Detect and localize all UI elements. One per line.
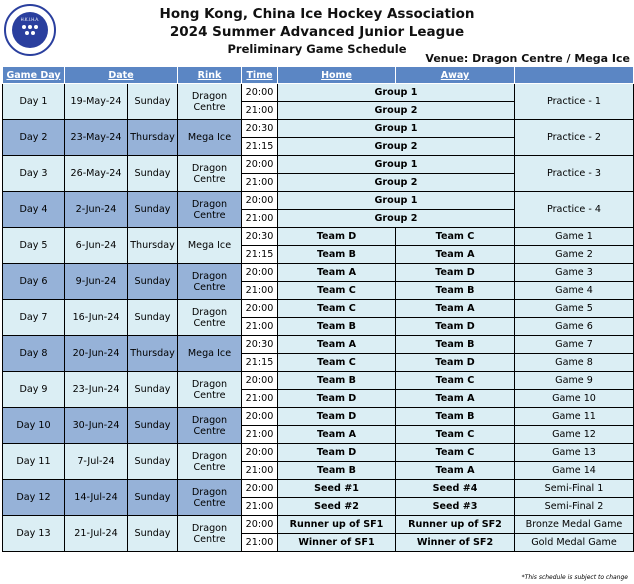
date-cell: 7-Jul-24 <box>65 444 128 480</box>
home-team-cell: Team D <box>278 408 396 426</box>
game-label-cell: Game 12 <box>515 426 634 444</box>
away-team-cell: Winner of SF2 <box>396 534 515 552</box>
league-title: 2024 Summer Advanced Junior League <box>169 24 465 40</box>
weekday-cell: Sunday <box>128 372 178 408</box>
away-team-cell: Team D <box>396 354 515 372</box>
away-team-cell: Team B <box>396 282 515 300</box>
away-team-cell: Team C <box>396 426 515 444</box>
time-cell: 21:00 <box>242 390 278 408</box>
rink-cell: Mega Ice <box>178 120 242 156</box>
home-team-cell: Team C <box>278 282 396 300</box>
weekday-cell: Sunday <box>128 444 178 480</box>
group-cell: Group 1 <box>278 120 515 138</box>
date-cell: 26-May-24 <box>65 156 128 192</box>
col-game-day: Game Day <box>3 67 65 84</box>
time-cell: 20:00 <box>242 444 278 462</box>
rink-cell: Dragon Centre <box>178 156 242 192</box>
group-cell: Group 1 <box>278 84 515 102</box>
rink-cell: Mega Ice <box>178 228 242 264</box>
group-cell: Group 2 <box>278 102 515 120</box>
away-team-cell: Team C <box>396 444 515 462</box>
weekday-cell: Sunday <box>128 516 178 552</box>
footnote: *This schedule is subject to change <box>521 574 628 581</box>
table-row <box>3 300 634 318</box>
game-label-cell: Semi-Final 1 <box>515 480 634 498</box>
date-cell: 6-Jun-24 <box>65 228 128 264</box>
away-team-cell: Team B <box>396 408 515 426</box>
col-time: Time <box>242 67 278 84</box>
time-cell: 21:00 <box>242 462 278 480</box>
association-title: Hong Kong, China Ice Hockey Association <box>159 6 475 22</box>
practice-cell: Practice - 4 <box>515 192 634 228</box>
game-label-cell: Game 6 <box>515 318 634 336</box>
weekday-cell: Sunday <box>128 480 178 516</box>
time-cell: 21:15 <box>242 138 278 156</box>
col-home: Home <box>278 67 396 84</box>
group-cell: Group 1 <box>278 192 515 210</box>
game-label-cell: Game 1 <box>515 228 634 246</box>
svg-text:H.K.I.H.A.: H.K.I.H.A. <box>20 17 40 22</box>
time-cell: 20:30 <box>242 228 278 246</box>
time-cell: 20:00 <box>242 408 278 426</box>
home-team-cell: Team B <box>278 318 396 336</box>
time-cell: 20:00 <box>242 372 278 390</box>
practice-cell: Practice - 3 <box>515 156 634 192</box>
table-row <box>3 408 634 426</box>
group-cell: Group 2 <box>278 174 515 192</box>
home-team-cell: Seed #1 <box>278 480 396 498</box>
home-team-cell: Runner up of SF1 <box>278 516 396 534</box>
table-row <box>3 336 634 354</box>
home-team-cell: Seed #2 <box>278 498 396 516</box>
table-row <box>3 192 634 210</box>
game-label-cell: Game 3 <box>515 264 634 282</box>
weekday-cell: Thursday <box>128 120 178 156</box>
rink-cell: Dragon Centre <box>178 264 242 300</box>
game-day-cell: Day 2 <box>3 120 65 156</box>
game-label-cell: Game 5 <box>515 300 634 318</box>
rink-cell: Dragon Centre <box>178 516 242 552</box>
game-label-cell: Game 13 <box>515 444 634 462</box>
away-team-cell: Team D <box>396 264 515 282</box>
game-label-cell: Game 11 <box>515 408 634 426</box>
rink-cell: Dragon Centre <box>178 480 242 516</box>
time-cell: 21:00 <box>242 534 278 552</box>
game-label-cell: Game 2 <box>515 246 634 264</box>
home-team-cell: Team A <box>278 426 396 444</box>
weekday-cell: Sunday <box>128 84 178 120</box>
rink-cell: Dragon Centre <box>178 192 242 228</box>
date-cell: 21-Jul-24 <box>65 516 128 552</box>
date-cell: 9-Jun-24 <box>65 264 128 300</box>
time-cell: 21:15 <box>242 354 278 372</box>
time-cell: 21:00 <box>242 318 278 336</box>
game-day-cell: Day 1 <box>3 84 65 120</box>
group-cell: Group 1 <box>278 156 515 174</box>
time-cell: 21:00 <box>242 210 278 228</box>
table-row <box>3 480 634 498</box>
home-team-cell: Team D <box>278 390 396 408</box>
group-cell: Group 2 <box>278 138 515 156</box>
home-team-cell: Team C <box>278 300 396 318</box>
col-away: Away <box>396 67 515 84</box>
date-cell: 23-May-24 <box>65 120 128 156</box>
away-team-cell: Seed #4 <box>396 480 515 498</box>
away-team-cell: Team B <box>396 336 515 354</box>
weekday-cell: Sunday <box>128 156 178 192</box>
time-cell: 20:00 <box>242 192 278 210</box>
home-team-cell: Winner of SF1 <box>278 534 396 552</box>
time-cell: 20:00 <box>242 156 278 174</box>
rink-cell: Dragon Centre <box>178 300 242 336</box>
weekday-cell: Sunday <box>128 264 178 300</box>
game-day-cell: Day 7 <box>3 300 65 336</box>
weekday-cell: Thursday <box>128 336 178 372</box>
rink-cell: Dragon Centre <box>178 444 242 480</box>
table-row <box>3 228 634 246</box>
table-row <box>3 120 634 138</box>
time-cell: 21:00 <box>242 174 278 192</box>
title-block <box>0 5 634 57</box>
game-day-cell: Day 9 <box>3 372 65 408</box>
date-cell: 19-May-24 <box>65 84 128 120</box>
game-label-cell: Game 10 <box>515 390 634 408</box>
game-day-cell: Day 8 <box>3 336 65 372</box>
away-team-cell: Team A <box>396 462 515 480</box>
home-team-cell: Team B <box>278 246 396 264</box>
time-cell: 20:30 <box>242 336 278 354</box>
away-team-cell: Team A <box>396 246 515 264</box>
game-day-cell: Day 12 <box>3 480 65 516</box>
time-cell: 20:00 <box>242 84 278 102</box>
date-cell: 2-Jun-24 <box>65 192 128 228</box>
home-team-cell: Team C <box>278 354 396 372</box>
group-cell: Group 2 <box>278 210 515 228</box>
col-game <box>515 67 634 84</box>
rink-cell: Dragon Centre <box>178 372 242 408</box>
time-cell: 21:15 <box>242 246 278 264</box>
game-day-cell: Day 10 <box>3 408 65 444</box>
time-cell: 20:00 <box>242 264 278 282</box>
home-team-cell: Team B <box>278 372 396 390</box>
game-day-cell: Day 11 <box>3 444 65 480</box>
weekday-cell: Sunday <box>128 192 178 228</box>
schedule-body <box>3 84 634 552</box>
game-day-cell: Day 3 <box>3 156 65 192</box>
rink-cell: Mega Ice <box>178 336 242 372</box>
table-row <box>3 156 634 174</box>
away-team-cell: Team D <box>396 318 515 336</box>
away-team-cell: Team C <box>396 228 515 246</box>
weekday-cell: Thursday <box>128 228 178 264</box>
weekday-cell: Sunday <box>128 408 178 444</box>
practice-cell: Practice - 2 <box>515 120 634 156</box>
col-date: Date <box>65 67 178 84</box>
away-team-cell: Runner up of SF2 <box>396 516 515 534</box>
game-day-cell: Day 6 <box>3 264 65 300</box>
time-cell: 21:00 <box>242 426 278 444</box>
date-cell: 30-Jun-24 <box>65 408 128 444</box>
venue-label: Venue: Dragon Centre / Mega Ice <box>425 52 630 65</box>
time-cell: 20:00 <box>242 480 278 498</box>
date-cell: 16-Jun-24 <box>65 300 128 336</box>
game-label-cell: Bronze Medal Game <box>515 516 634 534</box>
game-label-cell: Game 7 <box>515 336 634 354</box>
date-cell: 23-Jun-24 <box>65 372 128 408</box>
time-cell: 20:00 <box>242 300 278 318</box>
home-team-cell: Team D <box>278 228 396 246</box>
game-label-cell: Game 4 <box>515 282 634 300</box>
game-label-cell: Game 9 <box>515 372 634 390</box>
header-row <box>3 67 634 84</box>
away-team-cell: Seed #3 <box>396 498 515 516</box>
time-cell: 20:30 <box>242 120 278 138</box>
table-row <box>3 264 634 282</box>
game-day-cell: Day 13 <box>3 516 65 552</box>
game-label-cell: Gold Medal Game <box>515 534 634 552</box>
date-cell: 20-Jun-24 <box>65 336 128 372</box>
home-team-cell: Team A <box>278 264 396 282</box>
away-team-cell: Team A <box>396 300 515 318</box>
table-row <box>3 516 634 534</box>
table-row <box>3 372 634 390</box>
away-team-cell: Team A <box>396 390 515 408</box>
table-row <box>3 444 634 462</box>
game-day-cell: Day 4 <box>3 192 65 228</box>
game-day-cell: Day 5 <box>3 228 65 264</box>
away-team-cell: Team C <box>396 372 515 390</box>
date-cell: 14-Jul-24 <box>65 480 128 516</box>
weekday-cell: Sunday <box>128 300 178 336</box>
rink-cell: Dragon Centre <box>178 84 242 120</box>
game-label-cell: Semi-Final 2 <box>515 498 634 516</box>
home-team-cell: Team D <box>278 444 396 462</box>
home-team-cell: Team B <box>278 462 396 480</box>
practice-cell: Practice - 1 <box>515 84 634 120</box>
schedule-table <box>2 66 634 552</box>
time-cell: 20:00 <box>242 516 278 534</box>
rink-cell: Dragon Centre <box>178 408 242 444</box>
time-cell: 21:00 <box>242 498 278 516</box>
game-label-cell: Game 8 <box>515 354 634 372</box>
time-cell: 21:00 <box>242 282 278 300</box>
col-rink: Rink <box>178 67 242 84</box>
time-cell: 21:00 <box>242 102 278 120</box>
schedule-title: Preliminary Game Schedule <box>227 42 407 56</box>
table-row <box>3 84 634 102</box>
home-team-cell: Team A <box>278 336 396 354</box>
game-label-cell: Game 14 <box>515 462 634 480</box>
